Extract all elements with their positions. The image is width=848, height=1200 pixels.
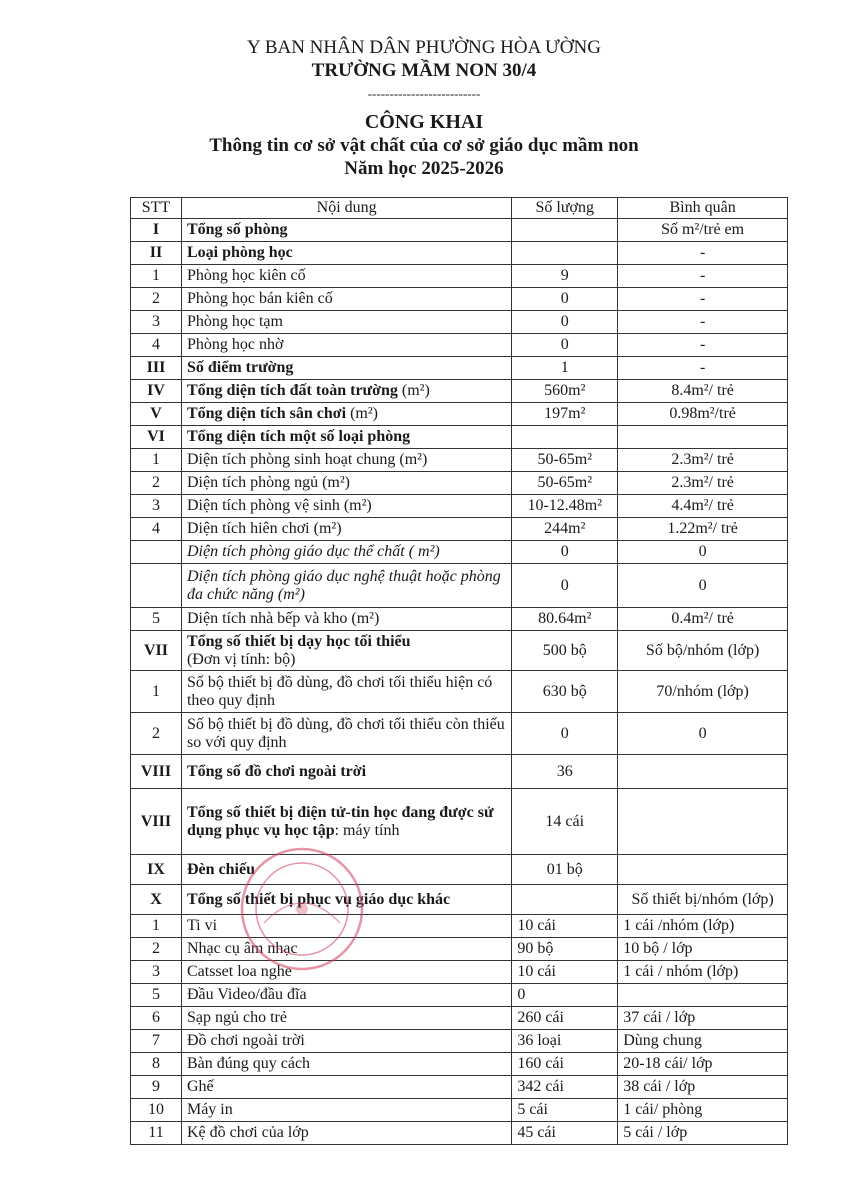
row-quantity: 01 bộ [512,855,618,885]
row-stt: 3 [131,311,182,334]
row-content [181,311,511,334]
row-stt: 3 [131,495,182,518]
row-stt: X [131,885,182,915]
row-content-suffix: (m²) [397,382,430,399]
row-average: 70/nhóm (lớp) [618,671,788,713]
table-header-row [131,198,788,219]
school-year: Năm học 2025-2026 [344,158,504,179]
row-content [181,265,511,288]
row-quantity: 630 bộ [512,671,618,713]
row-content [181,631,511,671]
header-quantity: Số lượng [512,198,618,219]
row-content-note: (Đơn vị tính: bộ) [186,650,296,668]
table-row [131,518,788,541]
row-stt: VI [131,426,182,449]
org-name: Y BAN NHÂN DÂN PHƯỜNG HÒA ƯỜNG [247,37,601,58]
row-stt: 1 [131,449,182,472]
row-stt: 2 [131,288,182,311]
row-average: - [618,334,788,357]
row-average: - [618,265,788,288]
table-row [131,219,788,242]
row-average: - [618,311,788,334]
row-average: 1 cái/ phòng [618,1099,788,1122]
row-content-text: Nhạc cụ âm nhạc [186,940,298,957]
row-content-text: Diện tích phòng sinh hoạt chung (m²) [186,451,428,468]
row-content-text: Ghế [186,1078,214,1095]
row-content-text: Sạp ngủ cho trẻ [186,1009,287,1026]
row-content-text: Diện tích nhà bếp và kho (m²) [186,610,380,627]
table-row [131,1099,788,1122]
table-row [131,380,788,403]
table-row [131,1122,788,1145]
row-content [181,713,511,755]
divider-line: -------------------------- [367,86,481,101]
row-content-text: Máy in [186,1101,233,1118]
row-stt: 11 [131,1122,182,1145]
table-row [131,495,788,518]
table-row [131,541,788,564]
row-content [181,219,511,242]
row-content-suffix: : máy tính [334,821,400,839]
row-quantity: 0 [512,288,618,311]
row-average: 0 [618,713,788,755]
row-content [181,1030,511,1053]
table-body [131,219,788,1145]
row-average: 1 cái / nhóm (lớp) [618,961,788,984]
row-content-text: Kệ đồ chơi của lớp [186,1124,309,1141]
table-row [131,288,788,311]
row-stt: 4 [131,518,182,541]
row-quantity [512,242,618,265]
table-row [131,789,788,855]
row-content [181,288,511,311]
row-quantity [512,219,618,242]
table-row [131,961,788,984]
row-quantity: 500 bộ [512,631,618,671]
table-row [131,755,788,789]
row-stt: V [131,403,182,426]
row-average: Dùng chung [618,1030,788,1053]
table-row [131,1053,788,1076]
row-stt: 1 [131,671,182,713]
row-content-text: Tổng diện tích đất toàn trường [186,382,398,399]
row-content [181,984,511,1007]
table-row [131,855,788,885]
row-content [181,1122,511,1145]
row-content-text: Tổng số thiết bị dạy học tối thiểu [186,632,411,650]
row-content-text: Phòng học bán kiên cố [186,290,333,307]
row-content-text: Phòng học kiên cố [186,267,306,284]
row-average [618,855,788,885]
table-row [131,403,788,426]
row-average: 0 [618,541,788,564]
facilities-table [130,197,788,1145]
row-stt: 1 [131,915,182,938]
table-row [131,334,788,357]
row-content [181,449,511,472]
row-stt: 7 [131,1030,182,1053]
row-content-text: Tổng số phòng [186,221,288,238]
row-content-text: Loại phòng học [186,244,293,261]
table-row [131,265,788,288]
table-row [131,242,788,265]
row-content-text: Phòng học tạm [186,313,283,330]
row-quantity: 10-12.48m² [512,495,618,518]
row-content [181,472,511,495]
row-content [181,564,511,608]
row-stt: 3 [131,961,182,984]
row-quantity [512,885,618,915]
row-quantity: 36 [512,755,618,789]
row-stt: 5 [131,984,182,1007]
row-content [181,357,511,380]
document-title: CÔNG KHAI [364,111,484,133]
row-content-text: Diện tích phòng giáo dục nghệ thuật hoặc phòng đa chức năng (m²) [186,567,501,603]
row-stt: 5 [131,608,182,631]
row-average: 10 bộ / lớp [618,938,788,961]
table-row [131,449,788,472]
row-quantity: 0 [512,334,618,357]
row-content [181,755,511,789]
row-content [181,380,511,403]
row-average [618,789,788,855]
document-header [0,36,848,180]
table-row [131,1030,788,1053]
row-quantity: 197m² [512,403,618,426]
row-quantity: 10 cái [512,961,618,984]
row-quantity: 0 [512,541,618,564]
row-content [181,608,511,631]
row-average: 2.3m²/ trẻ [618,472,788,495]
row-content-text: Ti vi [186,917,218,934]
row-average: 20-18 cái/ lớp [618,1053,788,1076]
row-quantity: 342 cái [512,1076,618,1099]
row-content-text: Số bộ thiết bị đồ dùng, đồ chơi tối thiểu hiện có theo quy định [186,673,493,709]
row-average: 2.3m²/ trẻ [618,449,788,472]
row-stt: IV [131,380,182,403]
row-stt: 2 [131,472,182,495]
row-quantity: 90 bộ [512,938,618,961]
row-quantity: 0 [512,713,618,755]
row-content-text: Đèn chiếu [186,860,255,878]
row-quantity: 260 cái [512,1007,618,1030]
row-average: 8.4m²/ trẻ [618,380,788,403]
row-content-text: Tổng số thiết bị phục vụ giáo dục khác [186,890,451,908]
row-content-text: Số điểm trường [186,359,294,376]
table-row [131,671,788,713]
row-stt: 2 [131,713,182,755]
row-content [181,334,511,357]
row-content-text: Tổng số đồ chơi ngoài trời [186,762,367,780]
row-content-text: Diện tích phòng ngủ (m²) [186,474,350,491]
row-stt: IX [131,855,182,885]
row-quantity: 0 [512,311,618,334]
row-stt: 9 [131,1076,182,1099]
row-stt: 8 [131,1053,182,1076]
row-content-text: Tổng diện tích sân chơi [186,405,347,422]
row-quantity: 50-65m² [512,449,618,472]
row-stt: VIII [131,789,182,855]
row-stt: 1 [131,265,182,288]
row-quantity: 1 [512,357,618,380]
row-content-text: Diện tích phòng giáo dục thể chất ( m²) [186,543,440,560]
row-content [181,403,511,426]
row-quantity: 5 cái [512,1099,618,1122]
row-content [181,495,511,518]
row-stt: 4 [131,334,182,357]
row-average: 0 [618,564,788,608]
row-content [181,1053,511,1076]
table-row [131,564,788,608]
row-stt [131,564,182,608]
row-average: 4.4m²/ trẻ [618,495,788,518]
row-content [181,518,511,541]
row-quantity: 0 [512,984,618,1007]
row-content [181,855,511,885]
table-row [131,885,788,915]
row-quantity: 10 cái [512,915,618,938]
row-stt: III [131,357,182,380]
row-quantity: 45 cái [512,1122,618,1145]
row-content [181,1076,511,1099]
row-average: 1 cái /nhóm (lớp) [618,915,788,938]
row-content [181,671,511,713]
row-content [181,789,511,855]
row-average: Số bộ/nhóm (lớp) [618,631,788,671]
row-content [181,1007,511,1030]
table-row [131,357,788,380]
row-content [181,885,511,915]
row-content-text: Diện tích phòng vệ sinh (m²) [186,497,372,514]
row-stt: 2 [131,938,182,961]
row-quantity: 80.64m² [512,608,618,631]
header-average: Bình quân [618,198,788,219]
row-average: 38 cái / lớp [618,1076,788,1099]
row-quantity: 36 loại [512,1030,618,1053]
row-content [181,961,511,984]
table-row [131,631,788,671]
row-average: 0.4m²/ trẻ [618,608,788,631]
table-row [131,608,788,631]
row-content [181,915,511,938]
table-row [131,311,788,334]
row-average: 1.22m²/ trẻ [618,518,788,541]
row-content-text: Tổng diện tích một số loại phòng [186,428,411,445]
row-content-text: Đầu Video/đầu đĩa [186,986,307,1003]
table-row [131,1076,788,1099]
table-row [131,984,788,1007]
row-content-text: Diện tích hiên chơi (m²) [186,520,342,537]
row-content-text: Phòng học nhờ [186,336,284,353]
row-average: 5 cái / lớp [618,1122,788,1145]
table-row [131,938,788,961]
school-name: TRƯỜNG MẦM NON 30/4 [311,60,537,81]
table-row [131,472,788,495]
row-average [618,426,788,449]
header-stt: STT [131,198,182,219]
row-average [618,984,788,1007]
row-quantity: 50-65m² [512,472,618,495]
row-quantity: 14 cái [512,789,618,855]
row-stt: 6 [131,1007,182,1030]
row-content [181,1099,511,1122]
row-average: Số thiết bị/nhóm (lớp) [618,885,788,915]
row-average: - [618,357,788,380]
row-stt: 10 [131,1099,182,1122]
row-quantity: 244m² [512,518,618,541]
row-content [181,938,511,961]
document-subtitle: Thông tin cơ sở vật chất của cơ sở giáo dục mầm non [209,135,639,156]
row-average: - [618,288,788,311]
row-stt [131,541,182,564]
row-stt: I [131,219,182,242]
header-content: Nội dung [181,198,511,219]
row-quantity: 160 cái [512,1053,618,1076]
row-stt: II [131,242,182,265]
row-content-text: Bàn đúng quy cách [186,1055,311,1072]
row-average: Số m²/trẻ em [618,219,788,242]
table-row [131,1007,788,1030]
row-stt: VII [131,631,182,671]
row-content-suffix: (m²) [346,405,378,422]
row-average: 0.98m²/trẻ [618,403,788,426]
row-quantity [512,426,618,449]
row-average: 37 cái / lớp [618,1007,788,1030]
row-content [181,541,511,564]
row-stt: VIII [131,755,182,789]
row-content-text: Catsset loa nghe [186,963,292,980]
table-row [131,713,788,755]
row-content [181,242,511,265]
table-row [131,426,788,449]
row-content-text: Đồ chơi ngoài trời [186,1032,305,1049]
row-quantity: 0 [512,564,618,608]
row-average [618,755,788,789]
row-quantity: 9 [512,265,618,288]
row-content [181,426,511,449]
table-row [131,915,788,938]
row-average: - [618,242,788,265]
row-content-text: Tổng số thiết bị điện tử-tin học đang được sử dụng phục vụ học tập [186,803,494,839]
row-content-text: Số bộ thiết bị đồ dùng, đồ chơi tối thiểu còn thiếu so với quy định [186,715,505,751]
row-quantity: 560m² [512,380,618,403]
